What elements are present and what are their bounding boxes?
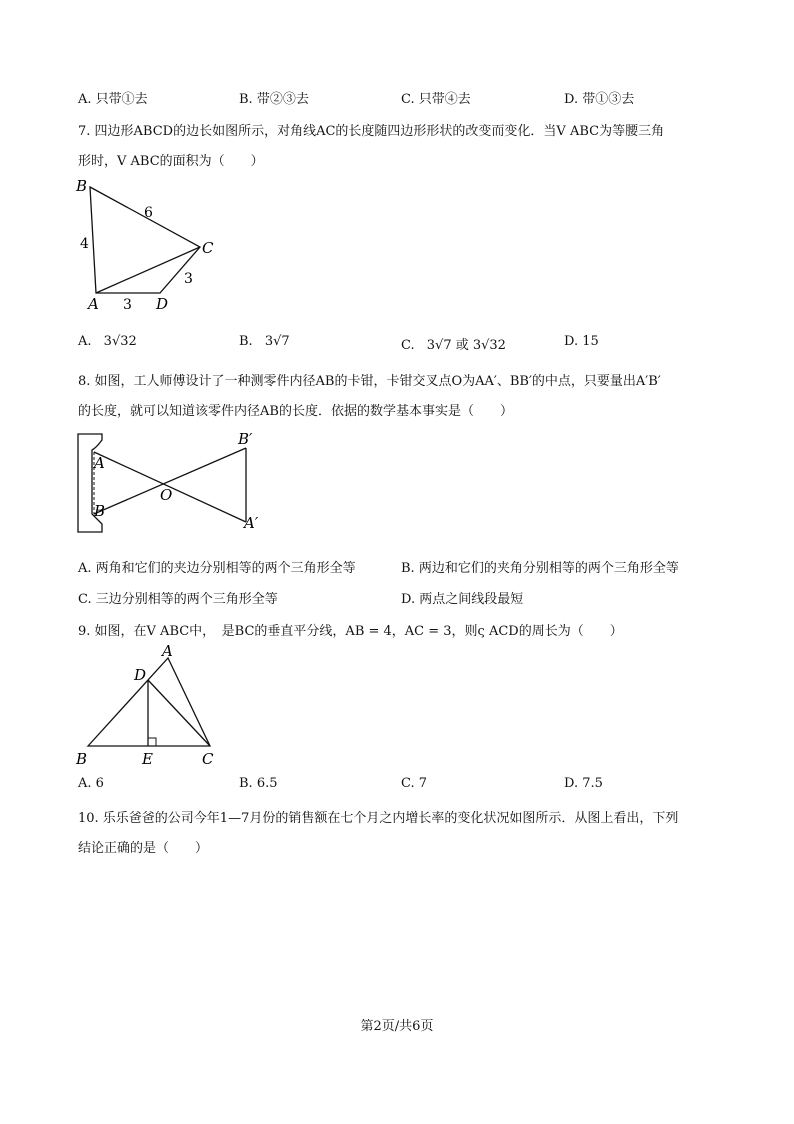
q9-label-e: E [142,750,153,768]
q7-option-a-prefix: A. [78,334,92,349]
q9-option-b: B. 6.5 [239,776,278,791]
q7-option-b-prefix: B. [239,334,253,349]
q9-label-d: D [134,666,147,684]
q7-option-c-prefix: C. [401,338,415,353]
q7-label-c: C [202,239,214,257]
q8-label-o: O [160,486,173,504]
q6-option-d: D. 带①③去 [564,92,635,107]
q7-option-a-value: 3√32 [103,334,137,349]
q9-triangle-abc [88,658,210,746]
q7-edge-bc: 6 [144,205,153,221]
q7-question-line2: 形时，V ABC的面积为（ ） [78,154,264,169]
q7-option-c [401,334,506,353]
q6-option-a: A. 只带①去 [78,92,148,107]
q9-option-c: C. 7 [401,776,428,791]
q7-question-line1: 7. 四边形ABCD的边长如图所示，对角线AC的长度随四边形形状的改变而变化．当V ABC为等腰三角 [78,124,665,139]
q8-arm-bb [94,448,246,514]
q6-option-c: C. 只带④去 [401,92,471,107]
q8-caliper-figure [70,428,280,543]
q7-edge-ab: 4 [80,236,89,252]
q8-option-b: B. 两边和它们的夹角分别相等的两个三角形全等 [401,561,679,576]
q9-label-b: B [76,750,88,768]
q10-question-line1: 10. 乐乐爸爸的公司今年1—7月份的销售额在七个月之内增长率的变化状况如图所示．从图上看出，下列 [78,811,679,826]
q9-option-d: D. 7.5 [564,776,603,791]
q6-options [78,88,738,108]
q9-question-line1: 9. 如图，在V ABC中， 是BC的垂直平分线，AB = 4，AC = 3，则ς ACD的周长为（ ） [78,624,623,639]
q7-label-d: D [156,295,169,313]
q7-option-d: D. 15 [564,334,599,349]
q7-edge-ad: 3 [123,297,132,313]
page-footer: 第2页/共6页 [360,1019,434,1034]
q9-segment-dc [148,680,210,746]
q7-label-a: A [88,295,99,313]
q8-option-d: D. 两点之间线段最短 [401,592,524,607]
q7-edge-cd: 3 [184,271,193,287]
q8-options-row1 [78,557,738,577]
q8-option-a: A. 两角和它们的夹边分别相等的两个三角形全等 [78,561,356,576]
q7-option-b-value: 3√7 [264,334,290,349]
q8-question-line1: 8. 如图，工人师傅设计了一种测零件内径AB的卡钳，卡钳交叉点O为AA′、BB′的中点，只要量出A′B′ [78,374,661,389]
q7-option-b [239,334,290,349]
q9-right-angle-mark [148,738,156,746]
q7-option-a [78,334,137,349]
q8-label-b: B [94,502,106,520]
q8-question-line2: 的长度，就可以知道该零件内径AB的长度．依据的数学基本事实是（ ） [78,404,513,419]
q8-label-a: A [94,454,105,472]
q8-label-a-prime: A′ [244,514,259,532]
q9-triangle-figure [70,640,230,770]
q9-option-a: A. 6 [78,776,104,791]
q9-label-a: A [162,642,173,660]
q10-question-line2: 结论正确的是（ ） [78,841,209,856]
q7-option-c-value: 3√7 或 3√32 [426,338,506,353]
q8-options-row2 [78,588,738,608]
q7-options [78,334,738,354]
q7-label-b: B [76,177,88,195]
q6-option-b: B. 带②③去 [239,92,309,107]
q8-option-c: C. 三边分别相等的两个三角形全等 [78,592,278,607]
q7-quadrilateral-figure [70,175,230,315]
q9-options [78,776,738,796]
q8-label-b-prime: B′ [238,430,253,448]
q9-label-c: C [202,750,214,768]
